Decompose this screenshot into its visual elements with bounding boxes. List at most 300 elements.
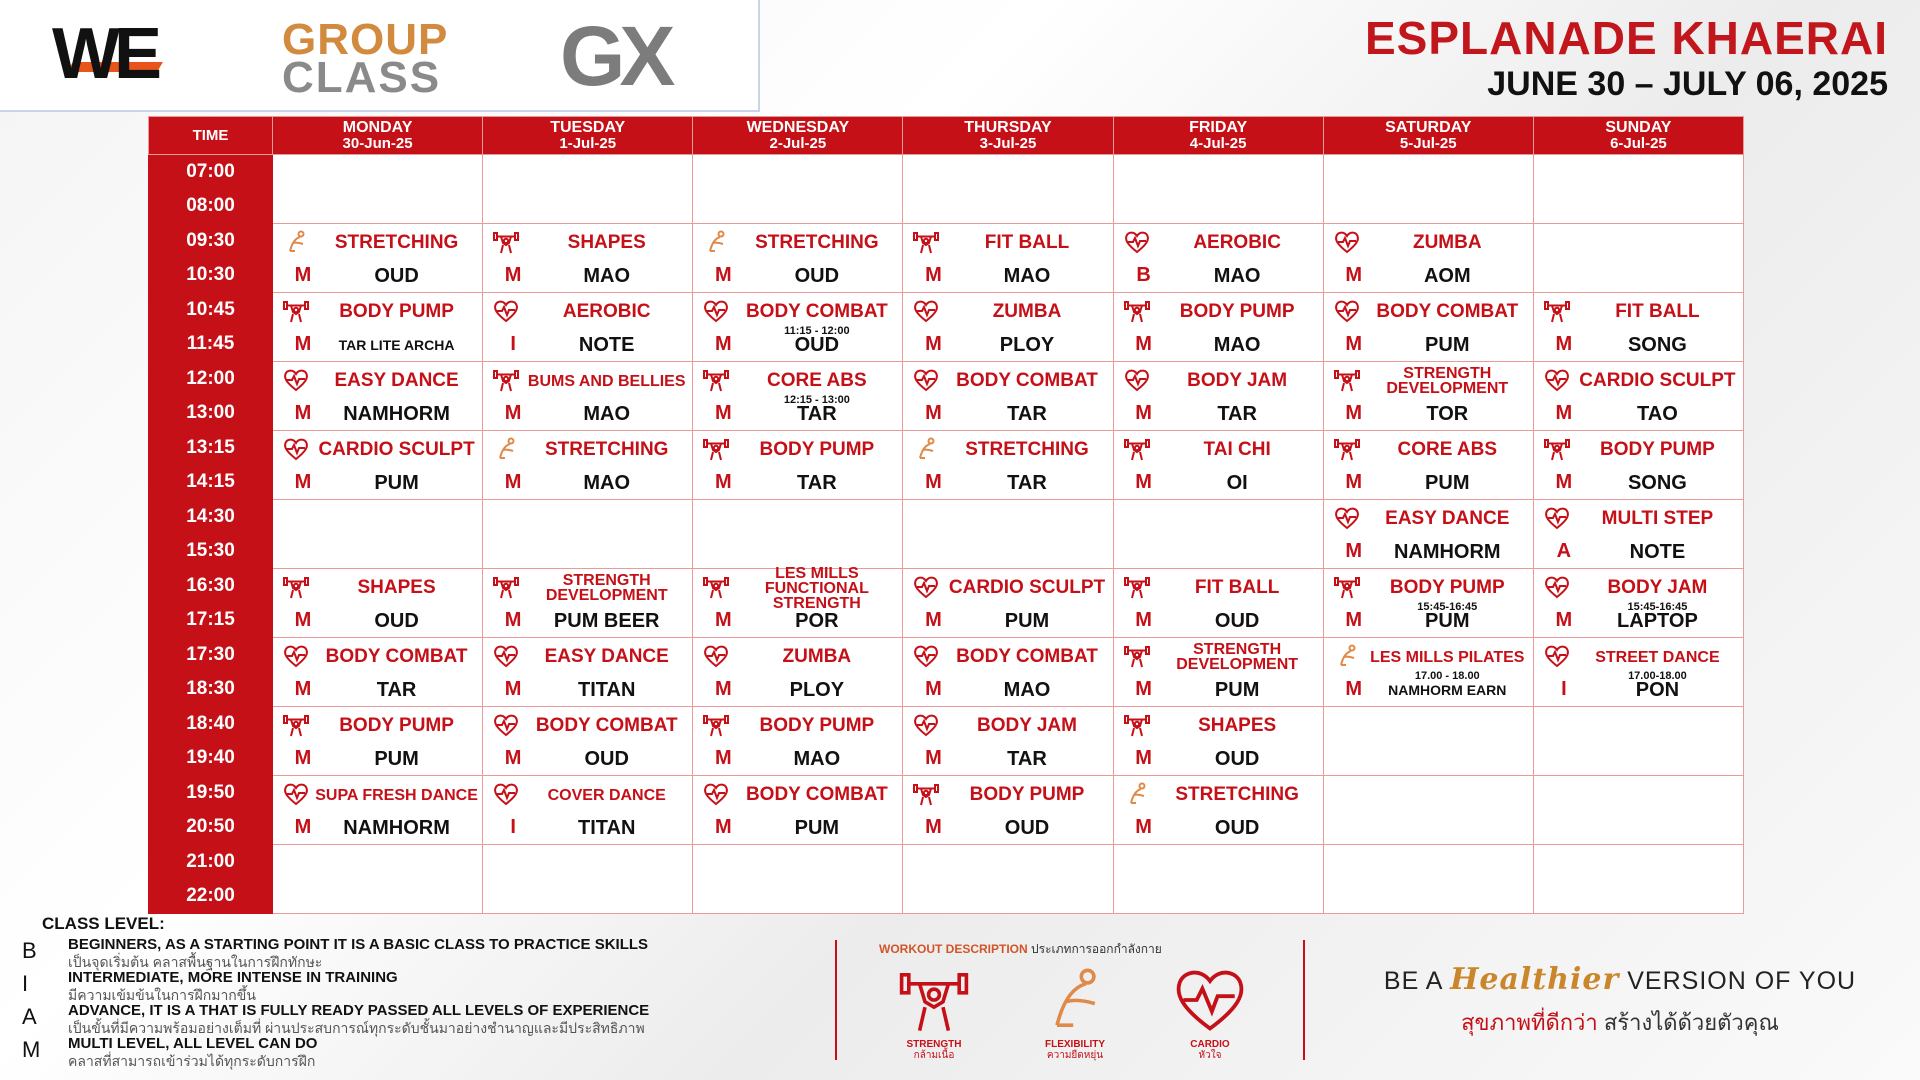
class-slot bbox=[693, 431, 903, 500]
class-name: BODY COMBAT bbox=[1376, 301, 1519, 322]
empty-slot bbox=[903, 500, 1113, 569]
class-name: FIT BALL bbox=[984, 232, 1070, 253]
instructor-name: PUM bbox=[374, 748, 419, 770]
class-slot bbox=[1323, 569, 1533, 638]
empty-slot bbox=[693, 155, 903, 224]
class-card bbox=[273, 569, 482, 637]
instructor-name: MAO bbox=[1213, 334, 1261, 356]
class-level: M bbox=[1555, 609, 1573, 631]
strength-icon bbox=[703, 367, 729, 393]
time-slot bbox=[149, 362, 273, 431]
class-card bbox=[1324, 431, 1533, 499]
time-slot bbox=[149, 776, 273, 845]
instructor-name: OUD bbox=[1214, 748, 1260, 770]
class-card bbox=[1324, 569, 1533, 637]
class-level: M bbox=[714, 333, 732, 355]
instructor-name: TAR LITE ARCHA bbox=[338, 337, 455, 353]
flexibility-icon bbox=[1124, 781, 1150, 807]
start-time: 16:30 bbox=[186, 575, 235, 596]
class-name: BODY JAM bbox=[1187, 370, 1288, 391]
class-slot bbox=[273, 224, 483, 293]
class-slot bbox=[693, 638, 903, 707]
class-slot bbox=[483, 362, 693, 431]
strength-icon bbox=[493, 367, 519, 393]
class-slot bbox=[1323, 431, 1533, 500]
time-slot-row bbox=[149, 500, 1744, 569]
class-level: M bbox=[504, 609, 522, 631]
class-card bbox=[1114, 776, 1323, 844]
level-code: B bbox=[22, 938, 37, 963]
class-name: BODY PUMP bbox=[1389, 577, 1505, 598]
class-level: B bbox=[1136, 264, 1151, 286]
class-name: STRETCHING bbox=[1175, 784, 1299, 805]
class-slot bbox=[1113, 776, 1323, 845]
class-level: M bbox=[1555, 333, 1573, 355]
cardio-icon bbox=[283, 781, 309, 807]
class-schedule-table bbox=[148, 116, 1744, 914]
level-description: MULTI LEVEL, ALL LEVEL CAN DO bbox=[68, 1035, 318, 1052]
day-header-friday bbox=[1113, 117, 1323, 155]
class-card bbox=[1324, 362, 1533, 430]
class-card bbox=[273, 707, 482, 775]
cardio-icon bbox=[283, 643, 309, 669]
class-slot bbox=[273, 707, 483, 776]
class-level: M bbox=[504, 402, 522, 424]
class-name: STRENGTH DEVELOPMENT bbox=[545, 572, 668, 604]
class-slot bbox=[483, 776, 693, 845]
class-level: M bbox=[1555, 471, 1573, 493]
class-name: CARDIO SCULPT bbox=[948, 577, 1106, 598]
time-slot-row bbox=[149, 362, 1744, 431]
start-time: 10:45 bbox=[186, 299, 235, 320]
class-card bbox=[693, 224, 902, 292]
class-name: EASY DANCE bbox=[1385, 508, 1510, 529]
class-level: M bbox=[1345, 402, 1363, 424]
class-slot bbox=[483, 431, 693, 500]
workout-type-strength bbox=[879, 960, 989, 1061]
class-name: BODY PUMP bbox=[759, 439, 875, 460]
class-level: M bbox=[925, 402, 942, 424]
time-slot-row bbox=[149, 155, 1744, 224]
class-slot bbox=[693, 564, 903, 638]
level-description-thai: เป็นขั้นที่มีความพร้อมอย่างเต็มที่ ผ่านประสบการณ์ทุกระดับชั้นมาอย่างชำนาญและมีประสิทธิภาพ bbox=[68, 1020, 645, 1036]
class-slot bbox=[1323, 638, 1533, 707]
class-name: BODY PUMP bbox=[1600, 439, 1715, 460]
class-name: CORE ABS bbox=[1397, 439, 1498, 460]
instructor-name: TOR bbox=[1426, 403, 1469, 425]
workout-title-th: ประเภทการออกกำลังกาย bbox=[1031, 942, 1162, 956]
cardio-icon bbox=[283, 436, 309, 462]
strength-icon bbox=[1334, 574, 1360, 600]
class-card bbox=[693, 564, 902, 637]
class-time-note: 17.00-18.00 bbox=[1628, 670, 1687, 682]
class-level: M bbox=[714, 402, 732, 424]
level-description: BEGINNERS, AS A STARTING POINT IT IS A BASIC CLASS TO PRACTICE SKILLS bbox=[68, 936, 649, 953]
class-slot bbox=[903, 293, 1113, 362]
end-time: 11:45 bbox=[186, 333, 235, 354]
class-name: BODY COMBAT bbox=[325, 646, 468, 667]
class-slot bbox=[483, 707, 693, 776]
class-slot bbox=[693, 293, 903, 362]
flexibility-icon bbox=[493, 436, 519, 462]
class-name: LES MILLS PILATES bbox=[1370, 648, 1525, 666]
start-time: 09:30 bbox=[186, 230, 235, 251]
level-description-thai: เป็นจุดเริ่มต้น คลาสพื้นฐานในการฝึกทักษะ bbox=[68, 954, 323, 970]
instructor-name: PUM bbox=[1425, 472, 1470, 494]
class-name: BUMS AND BELLIES bbox=[527, 372, 686, 390]
day-header-saturday bbox=[1323, 117, 1533, 155]
cardio-icon bbox=[1544, 574, 1570, 600]
instructor-name: OUD bbox=[794, 265, 840, 287]
class-name: STRETCHING bbox=[544, 439, 669, 460]
class-card bbox=[1114, 293, 1323, 361]
class-slot bbox=[903, 431, 1113, 500]
instructor-name: MAO bbox=[793, 748, 841, 770]
day-name: THURSDAY bbox=[964, 118, 1052, 136]
class-name: ZUMBA bbox=[1412, 232, 1482, 253]
class-card bbox=[273, 293, 482, 361]
class-level: M bbox=[925, 609, 942, 631]
instructor-name: OUD bbox=[1214, 610, 1260, 632]
class-level: I bbox=[1561, 678, 1567, 700]
workout-type-label: STRENGTH bbox=[906, 1039, 962, 1050]
legend-title: CLASS LEVEL: bbox=[42, 914, 165, 933]
class-name: ZUMBA bbox=[782, 646, 852, 667]
class-level: M bbox=[294, 402, 312, 424]
legend-item bbox=[20, 967, 840, 1003]
instructor-name: OUD bbox=[374, 610, 419, 632]
day-header-wednesday bbox=[693, 117, 903, 155]
level-description-thai: คลาสที่สามารถเข้าร่วมได้ทุกระดับการฝึก bbox=[68, 1053, 316, 1069]
empty-slot bbox=[693, 500, 903, 569]
class-slot bbox=[903, 224, 1113, 293]
class-slot bbox=[483, 224, 693, 293]
class-name: STRETCHING bbox=[334, 232, 459, 253]
strength-icon bbox=[1544, 436, 1570, 462]
class-level: M bbox=[1555, 402, 1573, 424]
class-card bbox=[903, 224, 1112, 292]
strength-icon bbox=[1334, 367, 1360, 393]
start-time: 21:00 bbox=[186, 851, 235, 872]
level-description: INTERMEDIATE, MORE INTENSE IN TRAINING bbox=[68, 969, 398, 986]
instructor-name: TITAN bbox=[578, 679, 636, 701]
class-card bbox=[273, 638, 482, 706]
empty-slot bbox=[1323, 155, 1533, 224]
instructor-name: NAMHORM bbox=[1393, 541, 1501, 563]
class-card bbox=[273, 362, 482, 430]
instructor-name: OI bbox=[1226, 472, 1248, 494]
class-level: M bbox=[1135, 678, 1152, 700]
class-level: M bbox=[504, 471, 522, 493]
class-slot bbox=[693, 224, 903, 293]
instructor-name: OUD bbox=[374, 265, 419, 287]
class-level: M bbox=[925, 678, 942, 700]
class-card bbox=[1324, 500, 1533, 568]
class-name: BODY PUMP bbox=[339, 715, 454, 736]
class-slot bbox=[1323, 500, 1533, 569]
cardio-icon bbox=[1544, 367, 1570, 393]
class-name: BODY JAM bbox=[1607, 577, 1708, 598]
class-card bbox=[483, 362, 692, 430]
day-date: 1-Jul-25 bbox=[559, 134, 617, 152]
class-card bbox=[1324, 293, 1533, 361]
time-slot-row bbox=[149, 224, 1744, 293]
empty-slot bbox=[1113, 155, 1323, 224]
strength-icon bbox=[1124, 643, 1150, 669]
class-name: LES MILLS FUNCTIONAL STRENGTH bbox=[764, 564, 869, 612]
empty-slot bbox=[273, 500, 483, 569]
workout-type-label: FLEXIBILITY bbox=[1045, 1039, 1105, 1050]
day-date: 30-Jun-25 bbox=[342, 134, 413, 152]
class-slot bbox=[273, 776, 483, 845]
time-slot bbox=[149, 155, 273, 224]
cardio-icon bbox=[1544, 505, 1570, 531]
class-slot bbox=[483, 638, 693, 707]
instructor-name: NAMHORM bbox=[343, 817, 450, 839]
branch-title: ESPLANADE KHAERAI bbox=[1364, 12, 1888, 64]
class-name: STREET DANCE bbox=[1595, 648, 1720, 666]
time-slot-row bbox=[149, 638, 1744, 707]
cardio-icon bbox=[913, 298, 939, 324]
class-level-legend bbox=[20, 914, 840, 1069]
class-name: BODY COMBAT bbox=[535, 715, 678, 736]
class-level: M bbox=[925, 333, 942, 355]
level-description: ADVANCE, IT IS A THAT IS FULLY READY PASSED ALL LEVELS OF EXPERIENCE bbox=[68, 1002, 650, 1019]
class-level: M bbox=[294, 264, 312, 286]
start-time: 13:15 bbox=[186, 437, 235, 458]
class-level: M bbox=[504, 264, 522, 286]
class-slot bbox=[273, 362, 483, 431]
time-slot bbox=[149, 707, 273, 776]
legend-item bbox=[20, 1000, 840, 1036]
class-level: M bbox=[1345, 333, 1363, 355]
workout-type-label-thai: หัวใจ bbox=[1198, 1050, 1222, 1061]
class-level: M bbox=[714, 609, 732, 631]
end-time: 19:40 bbox=[186, 747, 235, 768]
class-time-note: 17.00 - 18.00 bbox=[1414, 670, 1480, 682]
time-slot bbox=[149, 638, 273, 707]
start-time: 14:30 bbox=[186, 506, 235, 527]
class-level: M bbox=[294, 747, 312, 769]
day-name: SUNDAY bbox=[1605, 118, 1672, 136]
class-level: M bbox=[714, 747, 732, 769]
cardio-icon bbox=[913, 712, 939, 738]
class-slot bbox=[1113, 431, 1323, 500]
class-slot bbox=[273, 431, 483, 500]
day-header-sunday bbox=[1533, 117, 1743, 155]
class-name: TAI CHI bbox=[1203, 439, 1271, 460]
class-card bbox=[273, 776, 482, 844]
class-level: M bbox=[294, 609, 312, 631]
strength-icon bbox=[283, 712, 309, 738]
empty-slot bbox=[1533, 707, 1743, 776]
cardio-icon bbox=[493, 643, 519, 669]
time-slot-row bbox=[149, 431, 1744, 500]
time-slot-row bbox=[149, 776, 1744, 845]
instructor-name: NOTE bbox=[578, 334, 635, 356]
class-level: M bbox=[714, 678, 732, 700]
start-time: 12:00 bbox=[186, 368, 235, 389]
class-slot bbox=[1533, 569, 1743, 638]
empty-slot bbox=[273, 845, 483, 914]
cardio-icon bbox=[493, 298, 519, 324]
class-slot bbox=[1113, 569, 1323, 638]
strength-icon bbox=[1124, 298, 1150, 324]
class-card bbox=[1324, 224, 1533, 292]
workout-description bbox=[835, 940, 1305, 1060]
instructor-name: PUM bbox=[794, 817, 840, 839]
cardio-icon bbox=[703, 643, 729, 669]
class-slot bbox=[1323, 224, 1533, 293]
empty-slot bbox=[1533, 845, 1743, 914]
class-card bbox=[693, 707, 902, 775]
instructor-name: OUD bbox=[584, 748, 629, 770]
class-card bbox=[693, 293, 902, 361]
instructor-name: PLOY bbox=[789, 679, 845, 701]
instructor-name: TAR bbox=[376, 679, 417, 701]
cardio-icon bbox=[913, 574, 939, 600]
divider bbox=[835, 940, 837, 1060]
empty-slot bbox=[483, 500, 693, 569]
level-code: A bbox=[22, 1004, 37, 1029]
instructor-name: NAMHORM EARN bbox=[1388, 682, 1507, 698]
class-level: M bbox=[1135, 471, 1152, 493]
cardio-icon bbox=[1334, 229, 1360, 255]
divider bbox=[1303, 940, 1305, 1060]
class-card bbox=[903, 776, 1112, 844]
time-slot bbox=[149, 569, 273, 638]
class-level: M bbox=[294, 678, 312, 700]
instructor-name: TAR bbox=[1007, 748, 1047, 770]
class-slot bbox=[1113, 224, 1323, 293]
strength-icon bbox=[283, 298, 309, 324]
cardio-icon bbox=[493, 712, 519, 738]
strength-icon bbox=[1124, 574, 1150, 600]
slogan-thai-rest: สร้างได้ด้วยตัวคุณ bbox=[1597, 1010, 1779, 1035]
class-card bbox=[693, 362, 902, 430]
strength-icon bbox=[1544, 298, 1570, 324]
class-card bbox=[483, 638, 692, 706]
cardio-icon bbox=[1155, 960, 1265, 1040]
instructor-name: OUD bbox=[794, 334, 840, 356]
instructor-name: PUM BEER bbox=[553, 610, 660, 632]
end-time: 22:00 bbox=[186, 885, 235, 906]
day-date: 2-Jul-25 bbox=[769, 134, 827, 152]
class-name: CARDIO SCULPT bbox=[1579, 370, 1736, 391]
empty-slot bbox=[693, 845, 903, 914]
class-card bbox=[903, 293, 1112, 361]
cardio-icon bbox=[1124, 229, 1150, 255]
start-time: 07:00 bbox=[186, 161, 235, 182]
cardio-icon bbox=[913, 367, 939, 393]
class-name: SUPA FRESH DANCE bbox=[315, 786, 478, 804]
logo-gx-text: GX bbox=[560, 9, 670, 103]
time-slot-row bbox=[149, 293, 1744, 362]
class-level: M bbox=[504, 678, 522, 700]
logo-we-text: WE bbox=[52, 14, 156, 94]
class-name: SHAPES bbox=[567, 232, 646, 253]
cardio-icon bbox=[703, 781, 729, 807]
empty-slot bbox=[1323, 845, 1533, 914]
time-slot bbox=[149, 500, 273, 569]
class-slot bbox=[693, 362, 903, 431]
class-level: M bbox=[925, 747, 942, 769]
slogan-thai bbox=[1350, 1005, 1890, 1040]
instructor-name: PUM bbox=[1425, 610, 1470, 632]
instructor-name: MAO bbox=[583, 403, 631, 425]
workout-type-label-thai: กล้ามเนื้อ bbox=[913, 1050, 955, 1061]
class-slot bbox=[903, 362, 1113, 431]
class-level: M bbox=[925, 816, 942, 838]
flexibility-icon bbox=[703, 229, 729, 255]
class-card bbox=[1534, 362, 1743, 430]
instructor-name: MAO bbox=[1003, 265, 1051, 287]
class-name: BODY COMBAT bbox=[745, 784, 888, 805]
empty-slot bbox=[483, 845, 693, 914]
class-name: STRENGTH DEVELOPMENT bbox=[1386, 365, 1509, 397]
strength-icon bbox=[913, 781, 939, 807]
empty-slot bbox=[1533, 155, 1743, 224]
cardio-icon bbox=[1334, 298, 1360, 324]
class-level: M bbox=[1345, 678, 1363, 700]
class-card bbox=[903, 569, 1112, 637]
instructor-name: SONG bbox=[1627, 334, 1687, 356]
class-name: ZUMBA bbox=[992, 301, 1062, 322]
end-time: 20:50 bbox=[186, 816, 235, 837]
class-level: M bbox=[714, 816, 732, 838]
class-name: STRETCHING bbox=[755, 232, 879, 253]
slogan-post: VERSION OF YOU bbox=[1619, 967, 1857, 995]
instructor-name: LAPTOP bbox=[1617, 610, 1698, 632]
class-card bbox=[1114, 569, 1323, 637]
strength-icon bbox=[879, 960, 989, 1040]
day-header-tuesday bbox=[483, 117, 693, 155]
level-code: I bbox=[22, 971, 29, 996]
class-level: M bbox=[1135, 816, 1152, 838]
instructor-name: PON bbox=[1635, 679, 1680, 701]
strength-icon bbox=[703, 712, 729, 738]
class-slot bbox=[1533, 431, 1743, 500]
end-time: 13:00 bbox=[186, 402, 235, 423]
empty-slot bbox=[273, 155, 483, 224]
class-slot bbox=[273, 569, 483, 638]
class-time-note: 15:45-16:45 bbox=[1627, 601, 1688, 613]
day-name: SATURDAY bbox=[1385, 118, 1472, 136]
class-name: BODY JAM bbox=[977, 715, 1077, 736]
class-slot bbox=[693, 776, 903, 845]
empty-slot bbox=[483, 155, 693, 224]
class-card bbox=[1324, 638, 1533, 706]
class-name: BODY COMBAT bbox=[956, 370, 1098, 391]
class-level: M bbox=[925, 471, 942, 493]
class-card bbox=[1114, 707, 1323, 775]
class-level: I bbox=[510, 333, 516, 355]
class-slot bbox=[1323, 293, 1533, 362]
cardio-icon bbox=[1124, 367, 1150, 393]
instructor-name: SONG bbox=[1627, 472, 1687, 494]
class-name: AEROBIC bbox=[1193, 232, 1281, 253]
end-time: 15:30 bbox=[186, 540, 235, 561]
class-name: SHAPES bbox=[357, 577, 436, 598]
class-slot bbox=[1113, 293, 1323, 362]
instructor-name: OUD bbox=[1004, 817, 1050, 839]
level-code: M bbox=[22, 1037, 41, 1062]
day-name: FRIDAY bbox=[1189, 118, 1248, 136]
class-card bbox=[903, 362, 1112, 430]
class-level: M bbox=[1345, 264, 1363, 286]
end-time: 08:00 bbox=[186, 195, 235, 216]
flexibility-icon bbox=[283, 229, 309, 255]
